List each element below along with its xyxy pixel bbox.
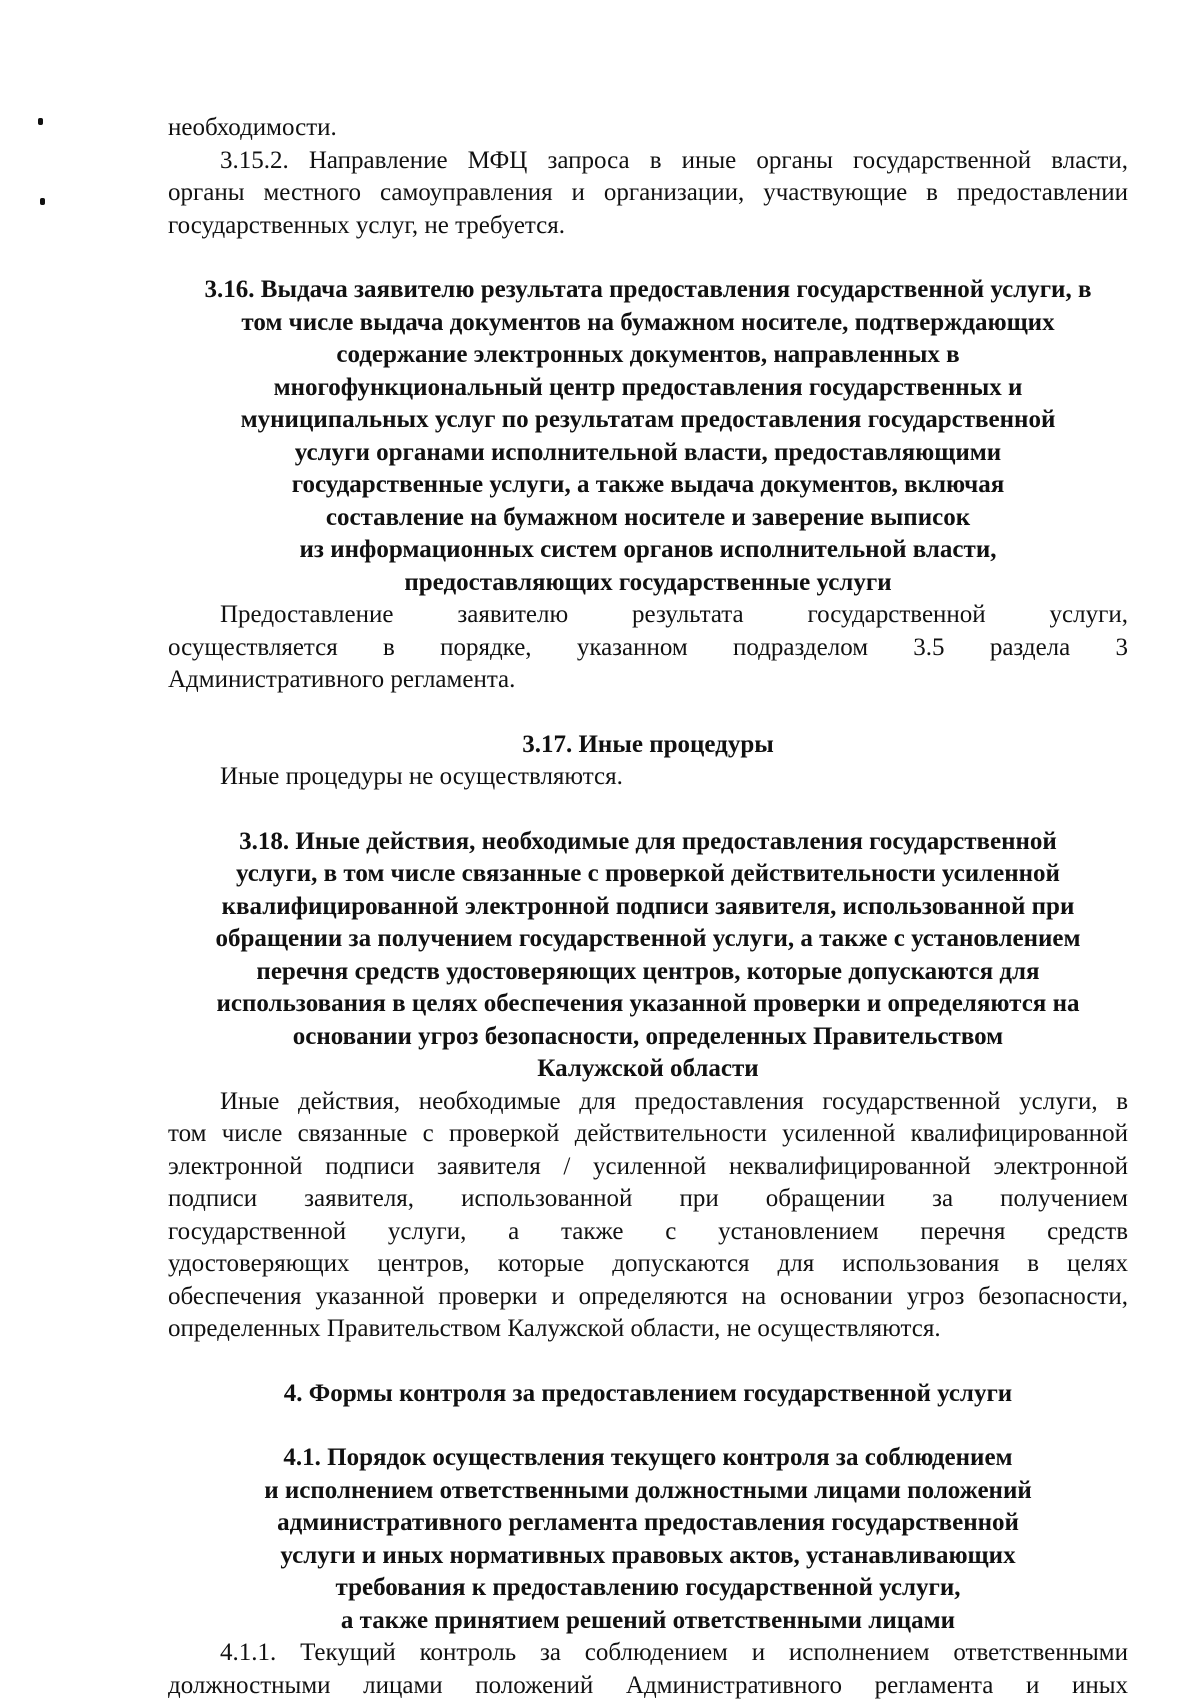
heading-line: составление на бумажном носителе и заверение выписок xyxy=(168,502,1128,535)
paragraph-line: определенных Правительством Калужской области, не осуществляются. xyxy=(168,1313,1128,1346)
heading-line: услуги органами исполнительной власти, предоставляющими xyxy=(168,437,1128,470)
scan-mark xyxy=(38,118,43,125)
document-body xyxy=(168,112,1128,1702)
heading-line: из информационных систем органов исполнительной власти, xyxy=(168,534,1128,567)
heading-line: использования в целях обеспечения указанной проверки и определяются на xyxy=(168,988,1128,1021)
paragraph-continuation: необходимости. xyxy=(168,112,1128,145)
heading-line: том числе выдача документов на бумажном носителе, подтверждающих xyxy=(168,307,1128,340)
heading-line: административного регламента предоставления государственной xyxy=(168,1507,1128,1540)
paragraph-line: электронной подписи заявителя / усиленной неквалифицированной электронной xyxy=(168,1151,1128,1184)
section-4-heading: 4. Формы контроля за предоставлением государственной услуги xyxy=(168,1378,1128,1411)
paragraph-4-1-1-line: 4.1.1. Текущий контроль за соблюдением и исполнением ответственными xyxy=(168,1637,1128,1670)
heading-line: 3.16. Выдача заявителю результата предоставления государственной услуги, в xyxy=(168,274,1128,307)
heading-line: и исполнением ответственными должностными лицами положений xyxy=(168,1475,1128,1508)
heading-line: государственные услуги, а также выдача документов, включая xyxy=(168,469,1128,502)
paragraph-3-15-2-line: государственных услуг, не требуется. xyxy=(168,210,1128,243)
paragraph-line: том числе связанные с проверкой действительности усиленной квалифицированной xyxy=(168,1118,1128,1151)
paragraph-line: государственной услуги, а также с установлением перечня средств xyxy=(168,1216,1128,1249)
paragraph-3-16-line: Предоставление заявителю результата государственной услуги, xyxy=(168,599,1128,632)
paragraph-3-15-2-line: органы местного самоуправления и организации, участвующие в предоставлении xyxy=(168,177,1128,210)
paragraph-line: Иные действия, необходимые для предоставления государственной услуги, в xyxy=(168,1086,1128,1119)
heading-line: а также принятием решений ответственными лицами xyxy=(168,1605,1128,1638)
section-3-16-heading xyxy=(168,274,1128,599)
paragraph-line: подписи заявителя, использованной при обращении за получением xyxy=(168,1183,1128,1216)
heading-line: требования к предоставлению государственной услуги, xyxy=(168,1572,1128,1605)
paragraph-3-16-line: Административного регламента. xyxy=(168,664,1128,697)
section-3-17-heading: 3.17. Иные процедуры xyxy=(168,729,1128,762)
paragraph-line: удостоверяющих центров, которые допускаются для использования в целях xyxy=(168,1248,1128,1281)
heading-line: многофункциональный центр предоставления государственных и xyxy=(168,372,1128,405)
paragraph-4-1-1-line: должностными лицами положений Административного регламента и иных xyxy=(168,1670,1128,1702)
section-4-1-heading xyxy=(168,1442,1128,1637)
paragraph-line: обеспечения указанной проверки и определяются на основании угроз безопасности, xyxy=(168,1281,1128,1314)
scan-mark xyxy=(40,198,45,205)
heading-line: перечня средств удостоверяющих центров, которые допускаются для xyxy=(168,956,1128,989)
paragraph-3-16-line: осуществляется в порядке, указанном подразделом 3.5 раздела 3 xyxy=(168,632,1128,665)
heading-line: услуги и иных нормативных правовых актов, устанавливающих xyxy=(168,1540,1128,1573)
heading-line: содержание электронных документов, направленных в xyxy=(168,339,1128,372)
heading-line: 4.1. Порядок осуществления текущего контроля за соблюдением xyxy=(168,1442,1128,1475)
heading-line: услуги, в том числе связанные с проверкой действительности усиленной xyxy=(168,858,1128,891)
heading-line: Калужской области xyxy=(168,1053,1128,1086)
heading-line: предоставляющих государственные услуги xyxy=(168,567,1128,600)
paragraph-3-15-2-line: 3.15.2. Направление МФЦ запроса в иные органы государственной власти, xyxy=(168,145,1128,178)
heading-line: 3.18. Иные действия, необходимые для предоставления государственной xyxy=(168,826,1128,859)
heading-line: квалифицированной электронной подписи заявителя, использованной при xyxy=(168,891,1128,924)
heading-line: муниципальных услуг по результатам предоставления государственной xyxy=(168,404,1128,437)
heading-line: обращении за получением государственной услуги, а также с установлением xyxy=(168,923,1128,956)
paragraph-3-18 xyxy=(168,1086,1128,1346)
paragraph-3-17: Иные процедуры не осуществляются. xyxy=(168,761,1128,794)
heading-line: основании угроз безопасности, определенных Правительством xyxy=(168,1021,1128,1054)
section-3-18-heading xyxy=(168,826,1128,1086)
